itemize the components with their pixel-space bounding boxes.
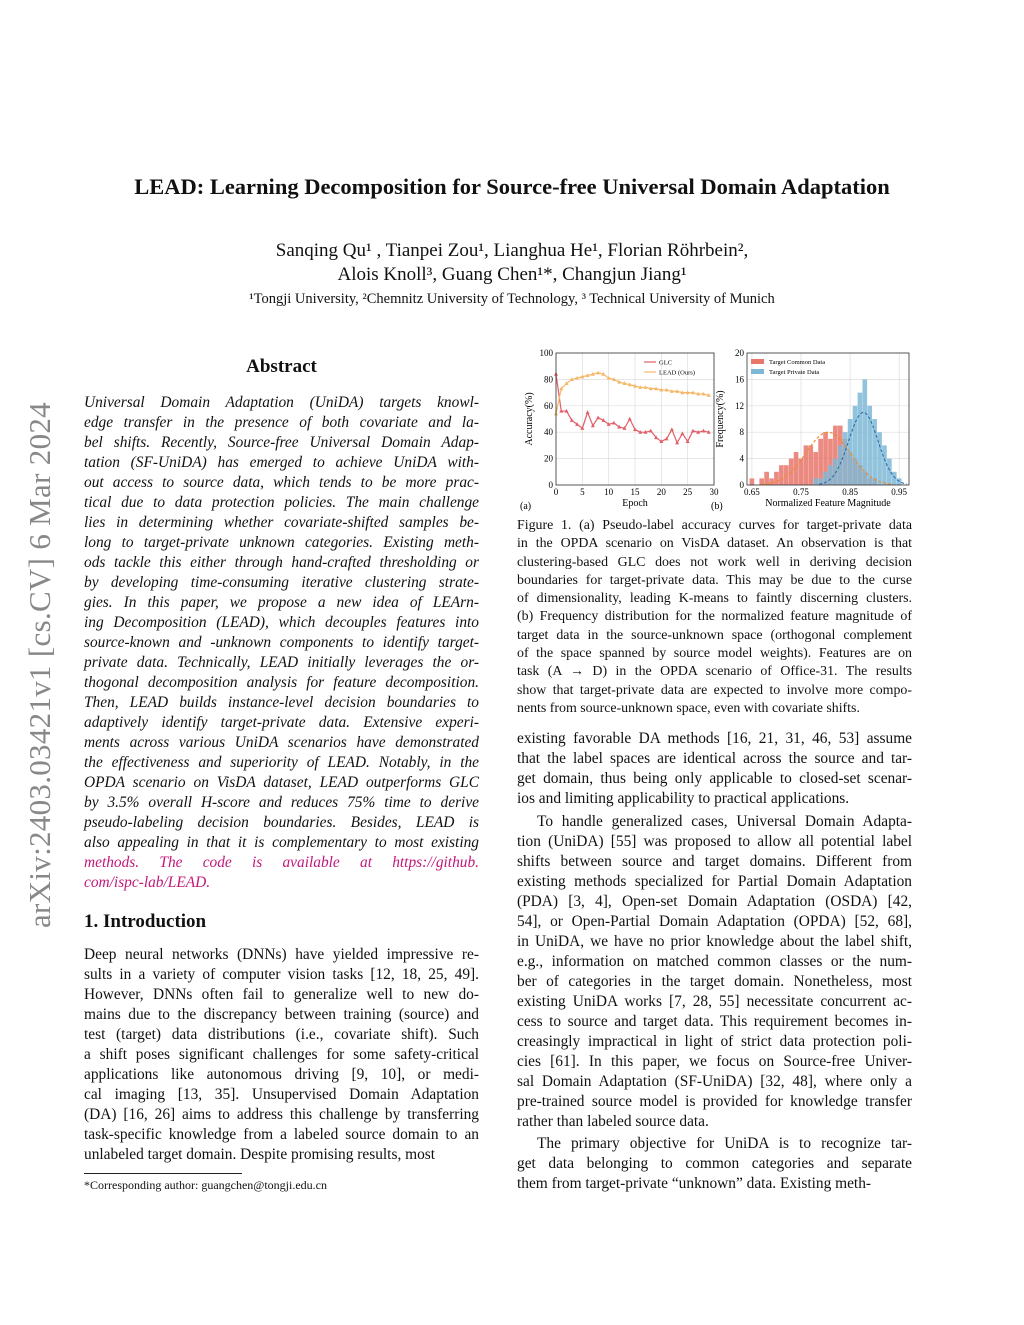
abstract-body [84, 393, 479, 893]
text-line: 54], or Open-Partial Domain Adaptation (OPDA) [52, 68], [517, 912, 912, 930]
histogram-bar [867, 406, 872, 485]
footnote-rule [84, 1173, 242, 1174]
chart-frequency [711, 348, 909, 512]
text-line: bel shifts. Recently, Source-free Universal Domain Adap- [84, 434, 479, 451]
text-line: of dimensionality, leading K-means to faintly discerning clusters. [517, 591, 912, 607]
text-line: existing favorable DA methods [16, 21, 31, 46, 53] assume [517, 730, 912, 747]
text-line: e.g., information on matched common classes or the num- [517, 952, 912, 970]
histogram-bar [813, 478, 818, 485]
y-tick-label: 20 [735, 348, 744, 358]
histogram-bar [823, 472, 828, 485]
text-line: Figure 1. (a) Pseudo-label accuracy curves for target-private data [517, 518, 912, 533]
text-line: gies. In this paper, we propose a new idea of LEArn- [84, 594, 479, 611]
legend-label: Target Common Data [769, 359, 826, 366]
text-line: Then, LEAD builds instance-level decision boundaries to [84, 694, 479, 711]
text-line: them from target-private “unknown” data. Existing meth- [517, 1175, 872, 1192]
histogram-bar [764, 472, 769, 485]
text-line: in UniDA, we have no prior knowledge about the label shift, [517, 932, 912, 950]
paragraph [84, 393, 479, 893]
y-tick-label: 8 [739, 427, 744, 438]
histogram-bar [818, 439, 823, 485]
text-line: in the OPDA scenario on VisDA dataset. An observation is that [517, 536, 912, 552]
text-line: tical due to data protection policies. The main challenge [84, 494, 479, 511]
x-axis-label: Epoch [622, 498, 648, 509]
legend-label: GLC [659, 359, 672, 367]
histogram-bar [784, 465, 789, 485]
right-column-body [517, 729, 912, 1194]
text-line: ber of categories in the target domain. Nonetheless, most [517, 972, 912, 990]
data-point [691, 429, 695, 433]
legend-swatch [751, 369, 764, 374]
text-line: tion (UniDA) [55] was proposed to allow all potential label [517, 832, 912, 850]
text-line: of the space spanned by source model weights). Features are on [517, 646, 912, 662]
y-tick-label: 20 [544, 453, 553, 464]
text-line: long to target-private unknown categories. Existing meth- [84, 534, 479, 551]
text-line: (b) Frequency distribution for the normalized feature magnitude of [517, 609, 912, 625]
data-point [596, 415, 600, 419]
x-tick-label: 20 [656, 487, 666, 497]
text-line: edge transfer in the presence of both covariate and la- [84, 414, 479, 431]
histogram-bar [848, 419, 853, 485]
arxiv-identifier[interactable]: arXiv:2403.03421v1 [cs.CV] 6 Mar 2024 [22, 402, 57, 928]
chart-accuracy [520, 348, 719, 512]
text-line: com/ispc-lab/LEAD. [84, 874, 211, 891]
y-tick-label: 0 [548, 480, 553, 490]
histogram-bar [858, 393, 863, 485]
y-tick-label: 80 [544, 374, 553, 385]
text-line: ios and limiting applicability to practical applications. [517, 790, 850, 807]
x-tick-label: 5 [580, 487, 585, 497]
text-line: rather than labeled source data. [517, 1112, 709, 1130]
histogram-bar [838, 445, 843, 485]
legend-label: LEAD (Ours) [659, 369, 695, 377]
text-line: task (A → D) in the OPDA scenario of Office-31. The results [517, 664, 912, 680]
y-tick-label: 12 [735, 400, 744, 411]
data-point [670, 427, 674, 431]
text-line: cies [61]. In this paper, we focus on Source-free Univer- [517, 1052, 912, 1070]
paper-title: LEAD: Learning Decomposition for Source-free Universal Domain Adaptation [134, 174, 890, 199]
histogram-bar [833, 459, 838, 485]
introduction-body [84, 945, 479, 1165]
data-point [586, 410, 590, 414]
text-line: pseudo-labeling decision boundaries. Besides, LEAD is [84, 814, 479, 831]
y-axis-label: Accuracy(%) [524, 392, 535, 446]
text-line: unlabeled target domain. Despite promising results, most [84, 1146, 436, 1163]
text-line: thogonal decomposition analysis for feature decomposition. [84, 674, 479, 691]
legend-swatch [751, 359, 764, 364]
histogram-bar [804, 445, 809, 485]
text-line: cess to source and target data. This requirement becomes in- [517, 1012, 912, 1030]
introduction-heading: 1. Introduction [84, 911, 207, 932]
text-line: out access to source data, which tends to be more prac- [84, 474, 479, 491]
text-line: private data. Technically, LEAD initially leverages the or- [84, 654, 479, 671]
data-point [701, 429, 705, 433]
paragraph [517, 729, 912, 809]
x-axis-label: Normalized Feature Magnitude [765, 498, 891, 509]
text-line: the effectiveness and superiority of LEAD. Notably, in the [84, 754, 479, 771]
data-point [628, 417, 632, 421]
x-tick-label: 0.85 [842, 487, 858, 497]
x-tick-label: 30 [709, 487, 719, 497]
x-tick-label: 25 [683, 487, 693, 497]
text-line: show that target-private data are expected to involve more compo- [517, 682, 912, 698]
histogram-bar [828, 465, 833, 485]
y-tick-label: 4 [739, 453, 744, 464]
text-line: that the label spaces are identical across the source and tar- [517, 750, 912, 767]
text-line: However, DNNs often fail to generalize well to new do- [84, 986, 479, 1003]
abstract-heading: Abstract [246, 356, 317, 377]
text-line: adaptively identify target-private data. Extensive experi- [84, 714, 479, 731]
panel-label: (b) [711, 501, 723, 512]
histogram-bar [779, 465, 784, 485]
x-tick-label: 10 [604, 487, 614, 497]
text-line: applications like autonomous driving [9, 10], or medi- [84, 1066, 479, 1083]
y-tick-label: 16 [735, 374, 744, 385]
histogram-bar [862, 379, 867, 485]
affiliations: ¹Tongji University, ²Chemnitz University of Technology, ³ Technical University of Munich [249, 291, 775, 307]
paragraph [517, 1134, 912, 1194]
text-line: tation (SF-UniDA) has emerged to achieve UniDA with- [84, 454, 479, 471]
figure-1 [515, 342, 915, 514]
histogram-bar [892, 472, 897, 485]
y-tick-label: 100 [539, 348, 553, 358]
histogram-bar [882, 445, 887, 485]
text-line: creasingly impractical in light of strict data protection poli- [517, 1032, 912, 1050]
text-line: existing UniDA works [7, 28, 55] necessitate concurrent ac- [517, 992, 912, 1010]
text-line: lies in determining whether covariate-shifted samples be- [84, 514, 479, 531]
panel-label: (a) [520, 501, 532, 512]
series-line-1 [556, 373, 709, 414]
text-line: ing Decomposition (LEAD), which decouples features into [84, 614, 479, 631]
x-tick-label: 0 [553, 487, 559, 497]
y-tick-label: 60 [544, 400, 553, 411]
text-line: by developing time-consuming iterative clustering strate- [84, 574, 479, 591]
text-line: get domain, thus being only applicable to closed-set scenar- [517, 770, 912, 787]
text-line: by 3.5% overall H-score and reduces 75% time to derive [84, 794, 479, 811]
data-point [612, 421, 616, 425]
paragraph [517, 517, 912, 718]
x-tick-label: 15 [630, 487, 640, 497]
y-axis-label: Frequency(%) [715, 390, 726, 448]
histogram-bar [853, 406, 858, 485]
x-tick-label: 0.95 [891, 487, 908, 497]
legend-label: Target Private Data [769, 369, 820, 376]
text-line: OPDA scenario on VisDA dataset, LEAD outperforms GLC [84, 774, 479, 791]
x-tick-label: 0.65 [744, 487, 760, 497]
text-line: task-specific knowledge from a labeled source domain to an [84, 1126, 479, 1143]
paragraph [517, 812, 912, 1132]
footnote: *Corresponding author: guangchen@tongji.edu.cn [84, 1178, 327, 1192]
text-line: sal Domain Adaptation (SF-UniDA) [32, 48], where only a [517, 1072, 912, 1090]
text-line: shifts between source and target domains. Different from [517, 852, 912, 870]
text-line: The primary objective for UniDA is to recognize tar- [537, 1135, 912, 1152]
text-line: (DA) [16, 26] aims to address this challenge by transferring [84, 1106, 479, 1123]
x-tick-label: 0.75 [793, 487, 809, 497]
authors-line-1: Sanqing Qu¹ , Tianpei Zou¹, Lianghua He¹, Florian Röhrbein², [275, 240, 749, 261]
histogram-bar [808, 445, 813, 485]
histogram-bar [774, 472, 779, 485]
data-point [596, 371, 600, 375]
text-line: methods. The code is available at https://github. [84, 854, 479, 871]
paragraph [84, 945, 479, 1165]
histogram-bar [887, 459, 892, 485]
histogram-bar [843, 432, 848, 485]
text-line: (PDA) [3, 4], Open-set Domain Adaptation (OSDA) [42, [517, 892, 912, 910]
text-line: ods tackle this either through hand-crafted thresholding or [84, 554, 479, 571]
text-line: get data belonging to common categories and separate [517, 1155, 912, 1172]
text-line: pre-trained source model is provided for knowledge transfer [517, 1092, 912, 1110]
text-line: To handle generalized cases, Universal Domain Adapta- [537, 812, 912, 830]
text-line: clustering-based GLC does not work well in deriving decision [517, 554, 912, 570]
y-tick-label: 40 [544, 427, 553, 438]
text-line: mains due to the discrepancy between training (source) and [84, 1006, 479, 1023]
text-line: Deep neural networks (DNNs) have yielded impressive re- [84, 946, 479, 963]
text-line: cal imaging [13, 35]. Unsupervised Domain Adaptation [84, 1086, 479, 1103]
text-line: also appealing in that it is complementary to most existing [84, 834, 479, 851]
text-line: target data in the source-unknown space (orthogonal complement [517, 627, 912, 643]
figure-caption [517, 517, 912, 718]
data-point [649, 429, 653, 433]
histogram-bar [872, 419, 877, 485]
histogram-bar [750, 478, 755, 485]
text-line: ments across various UniDA scenarios have demonstrated [84, 734, 479, 751]
authors-line-2: Alois Knoll³, Guang Chen¹*, Changjun Jiang¹ [337, 264, 687, 285]
text-line: source-known and -unknown components to identify target- [84, 634, 479, 651]
text-line: test (target) data distributions (i.e., covariate shift). Such [84, 1026, 479, 1043]
text-line: nents from source-unknown space, even with covariate shifts. [517, 700, 860, 716]
text-line: existing methods specialized for Partial Domain Adaptation [517, 872, 912, 890]
text-line: a shift poses significant challenges for some safety-critical [84, 1046, 479, 1063]
text-line: boundaries for target-private data. This may be due to the curse [517, 572, 912, 588]
histogram-bar [769, 478, 774, 485]
text-line: sults in a variety of computer vision tasks [12, 18, 25, 49]. [84, 966, 479, 983]
text-line: Universal Domain Adaptation (UniDA) targets knowl- [84, 394, 479, 411]
y-tick-label: 0 [739, 480, 744, 490]
